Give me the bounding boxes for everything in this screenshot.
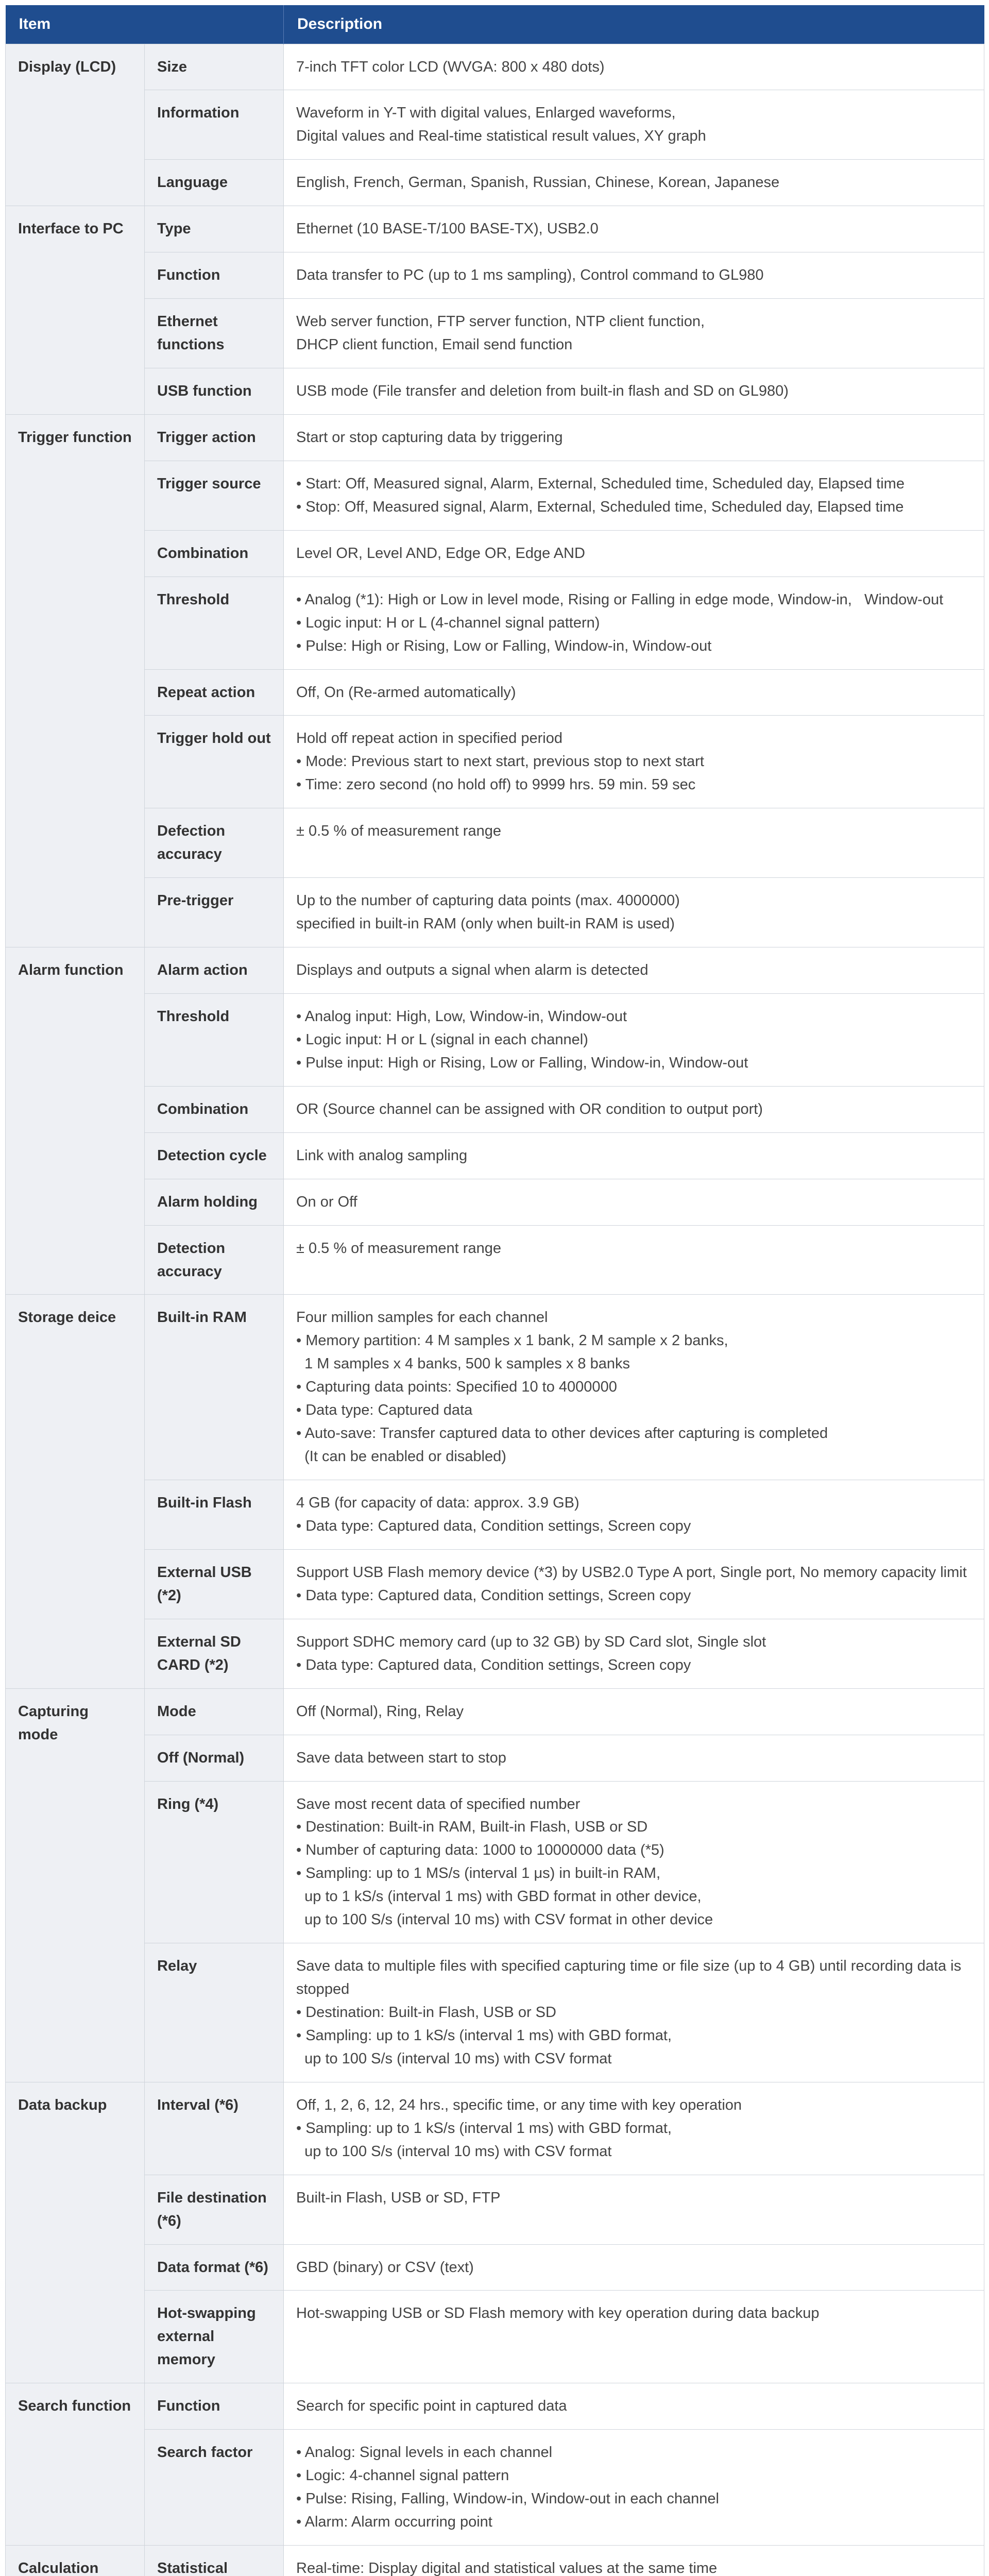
table-row xyxy=(6,160,984,206)
row-subitem: Information xyxy=(145,90,284,160)
row-subitem: Search factor xyxy=(145,2430,284,2546)
row-subitem: External SD CARD (*2) xyxy=(145,1619,284,1688)
table-row xyxy=(6,1295,984,1480)
table-row xyxy=(6,2082,984,2175)
row-description xyxy=(284,1735,984,1781)
row-subitem: Trigger source xyxy=(145,461,284,530)
description-line: Support USB Flash memory device (*3) by USB2.0 Type A port, Single port, No memory capacity limit xyxy=(296,1564,967,1581)
row-category: Storage deice xyxy=(6,1295,145,1688)
table-row xyxy=(6,44,984,90)
description-line: 7-inch TFT color LCD (WVGA: 800 x 480 dots) xyxy=(296,58,605,75)
description-line: • Pulse input: High or Rising, Low or Falling, Window-in, Window-out xyxy=(296,1054,748,1071)
row-category: Data backup xyxy=(6,2082,145,2383)
table-row xyxy=(6,1735,984,1781)
specification-table xyxy=(5,5,984,2576)
description-line: Off (Normal), Ring, Relay xyxy=(296,1703,464,1720)
table-row xyxy=(6,2383,984,2430)
description-line: • Number of capturing data: 1000 to 10000000 data (*5) xyxy=(296,1842,664,1859)
row-subitem: Alarm holding xyxy=(145,1179,284,1225)
row-description xyxy=(284,160,984,206)
table-row xyxy=(6,993,984,1086)
row-description xyxy=(284,993,984,1086)
description-line: Four million samples for each channel xyxy=(296,1309,548,1326)
row-subitem: Type xyxy=(145,206,284,252)
description-line: • Sampling: up to 1 kS/s (interval 1 ms) with GBD format, xyxy=(296,2027,672,2044)
row-subitem: Data format (*6) xyxy=(145,2244,284,2291)
description-line: Digital values and Real-time statistical result values, XY graph xyxy=(296,128,706,145)
table-row xyxy=(6,1688,984,1735)
description-line: • Mode: Previous start to next start, previous stop to next start xyxy=(296,753,704,770)
row-subitem: Hot-swapping external memory xyxy=(145,2291,284,2383)
description-line: Off, 1, 2, 6, 12, 24 hrs., specific time, or any time with key operation xyxy=(296,2096,742,2113)
description-line: Data transfer to PC (up to 1 ms sampling), Control command to GL980 xyxy=(296,267,764,284)
row-description xyxy=(284,808,984,878)
row-subitem: Built-in RAM xyxy=(145,1295,284,1480)
description-line: 1 M samples x 4 banks, 500 k samples x 8 banks xyxy=(296,1355,630,1372)
description-line: Up to the number of capturing data points (max. 4000000) xyxy=(296,892,680,909)
description-line: • Start: Off, Measured signal, Alarm, External, Scheduled time, Scheduled day, Elapsed time xyxy=(296,475,905,492)
row-subitem: Combination xyxy=(145,1086,284,1132)
row-description xyxy=(284,947,984,994)
row-description xyxy=(284,461,984,530)
row-description xyxy=(284,206,984,252)
row-description xyxy=(284,1480,984,1550)
description-line: • Data type: Captured data, Condition settings, Screen copy xyxy=(296,1517,691,1534)
description-line: On or Off xyxy=(296,1193,357,1210)
row-category: Display (LCD) xyxy=(6,44,145,206)
row-subitem: Combination xyxy=(145,530,284,577)
description-line: Waveform in Y-T with digital values, Enlarged waveforms, xyxy=(296,105,676,122)
row-description xyxy=(284,414,984,461)
table-row xyxy=(6,1179,984,1225)
table-body xyxy=(6,44,984,2576)
description-line: Hot-swapping USB or SD Flash memory with key operation during data backup xyxy=(296,2305,820,2322)
row-description xyxy=(284,1943,984,2082)
row-description xyxy=(284,2175,984,2244)
row-subitem: Function xyxy=(145,2383,284,2430)
row-subitem: Threshold xyxy=(145,993,284,1086)
description-line: OR (Source channel can be assigned with OR condition to output port) xyxy=(296,1100,763,1117)
table-row xyxy=(6,1549,984,1619)
description-line: Hold off repeat action in specified period xyxy=(296,730,562,747)
description-line: • Data type: Captured data, Condition settings, Screen copy xyxy=(296,1587,691,1604)
row-subitem: External USB (*2) xyxy=(145,1549,284,1619)
row-subitem: Statistical xyxy=(145,2545,284,2576)
table-header-row xyxy=(6,5,984,44)
description-line: • Analog: Signal levels in each channel xyxy=(296,2444,553,2461)
row-description xyxy=(284,878,984,947)
row-description xyxy=(284,2383,984,2430)
row-description xyxy=(284,1295,984,1480)
table-row xyxy=(6,669,984,716)
row-description xyxy=(284,1086,984,1132)
row-subitem: USB function xyxy=(145,368,284,415)
table-row xyxy=(6,878,984,947)
row-category: Trigger function xyxy=(6,414,145,947)
row-description xyxy=(284,299,984,368)
row-subitem: Ethernet functions xyxy=(145,299,284,368)
description-line: Save most recent data of specified number xyxy=(296,1795,581,1812)
description-line: • Analog (*1): High or Low in level mode, Rising or Falling in edge mode, Window-in, Window-out xyxy=(296,591,944,608)
row-description xyxy=(284,2291,984,2383)
row-description xyxy=(284,2244,984,2291)
table-row xyxy=(6,90,984,160)
description-line: Support SDHC memory card (up to 32 GB) by SD Card slot, Single slot xyxy=(296,1633,766,1650)
description-line: Displays and outputs a signal when alarm is detected xyxy=(296,962,649,978)
table-row xyxy=(6,2175,984,2244)
row-description xyxy=(284,368,984,415)
table-row xyxy=(6,368,984,415)
table-row xyxy=(6,1943,984,2082)
row-description xyxy=(284,716,984,808)
description-line: • Capturing data points: Specified 10 to 4000000 xyxy=(296,1379,617,1396)
description-line: • Analog input: High, Low, Window-in, Window-out xyxy=(296,1008,627,1025)
table-row xyxy=(6,1086,984,1132)
table-row xyxy=(6,1619,984,1688)
row-subitem: Interval (*6) xyxy=(145,2082,284,2175)
description-line: • Data type: Captured data xyxy=(296,1402,473,1419)
description-line: Link with analog sampling xyxy=(296,1147,468,1164)
row-description xyxy=(284,2082,984,2175)
row-description xyxy=(284,2430,984,2546)
description-line: • Logic: 4-channel signal pattern xyxy=(296,2467,509,2484)
description-line: ± 0.5 % of measurement range xyxy=(296,823,501,840)
table-row xyxy=(6,1132,984,1179)
header-description: Description xyxy=(284,5,984,44)
row-subitem: Size xyxy=(145,44,284,90)
description-line: Start or stop capturing data by triggering xyxy=(296,429,563,446)
description-line: specified in built-in RAM (only when built-in RAM is used) xyxy=(296,916,675,933)
description-line: English, French, German, Spanish, Russian, Chinese, Korean, Japanese xyxy=(296,174,780,191)
description-line: • Logic input: H or L (signal in each channel) xyxy=(296,1031,588,1048)
description-line: (It can be enabled or disabled) xyxy=(296,1448,506,1465)
row-subitem: Pre-trigger xyxy=(145,878,284,947)
description-line: • Sampling: up to 1 kS/s (interval 1 ms) with GBD format, xyxy=(296,2120,672,2137)
description-line: Ethernet (10 BASE-T/100 BASE-TX), USB2.0 xyxy=(296,221,599,238)
row-subitem: Language xyxy=(145,160,284,206)
table-row xyxy=(6,299,984,368)
description-line: • Alarm: Alarm occurring point xyxy=(296,2514,492,2530)
row-description xyxy=(284,90,984,160)
row-category: Calculation xyxy=(6,2545,145,2576)
description-line: • Data type: Captured data, Condition settings, Screen copy xyxy=(296,1656,691,1673)
description-line: 4 GB (for capacity of data: approx. 3.9 GB) xyxy=(296,1495,579,1511)
description-line: ± 0.5 % of measurement range xyxy=(296,1240,501,1257)
description-line: up to 100 S/s (interval 10 ms) with CSV format xyxy=(296,2050,612,2067)
row-subitem: Alarm action xyxy=(145,947,284,994)
table-row xyxy=(6,252,984,299)
description-line: • Auto-save: Transfer captured data to other devices after capturing is completed xyxy=(296,1425,828,1442)
description-line: • Sampling: up to 1 MS/s (interval 1 μs) in built-in RAM, xyxy=(296,1865,661,1882)
table-row xyxy=(6,947,984,994)
row-description xyxy=(284,1179,984,1225)
row-subitem: Relay xyxy=(145,1943,284,2082)
table-row xyxy=(6,2430,984,2546)
row-category: Search function xyxy=(6,2383,145,2546)
row-description xyxy=(284,1132,984,1179)
row-description xyxy=(284,1549,984,1619)
row-subitem: Detection accuracy xyxy=(145,1225,284,1295)
table-row xyxy=(6,577,984,669)
description-line: • Pulse: Rising, Falling, Window-in, Window-out in each channel xyxy=(296,2490,719,2507)
header-item: Item xyxy=(6,5,284,44)
row-description xyxy=(284,2545,984,2576)
spec-sheet xyxy=(5,0,984,2576)
table-row xyxy=(6,2545,984,2576)
row-description xyxy=(284,1225,984,1295)
row-description xyxy=(284,530,984,577)
description-line: Search for specific point in captured data xyxy=(296,2398,567,2415)
table-row xyxy=(6,461,984,530)
description-line: • Time: zero second (no hold off) to 9999 hrs. 59 min. 59 sec xyxy=(296,776,696,793)
table-row xyxy=(6,808,984,878)
table-row xyxy=(6,716,984,808)
row-subitem: Trigger action xyxy=(145,414,284,461)
row-category: Capturing mode xyxy=(6,1688,145,2082)
table-row xyxy=(6,530,984,577)
description-line: DHCP client function, Email send function xyxy=(296,336,573,353)
row-subitem: Ring (*4) xyxy=(145,1781,284,1943)
row-subitem: Trigger hold out xyxy=(145,716,284,808)
row-subitem: Function xyxy=(145,252,284,299)
description-line: • Pulse: High or Rising, Low or Falling, Window-in, Window-out xyxy=(296,637,712,654)
row-subitem: Repeat action xyxy=(145,669,284,716)
row-category: Alarm function xyxy=(6,947,145,1295)
row-description xyxy=(284,577,984,669)
row-subitem: Defection accuracy xyxy=(145,808,284,878)
description-line: • Destination: Built-in RAM, Built-in Flash, USB or SD xyxy=(296,1819,648,1836)
row-description xyxy=(284,1781,984,1943)
table-row xyxy=(6,2244,984,2291)
description-line: • Destination: Built-in Flash, USB or SD xyxy=(296,2004,556,2021)
description-line: Save data between start to stop xyxy=(296,1749,506,1766)
row-subitem: Off (Normal) xyxy=(145,1735,284,1781)
row-category: Interface to PC xyxy=(6,206,145,415)
table-row xyxy=(6,1480,984,1550)
description-line: GBD (binary) or CSV (text) xyxy=(296,2259,474,2276)
row-subitem: Mode xyxy=(145,1688,284,1735)
description-line: up to 100 S/s (interval 10 ms) with CSV format in other device xyxy=(296,1911,713,1928)
description-line: up to 100 S/s (interval 10 ms) with CSV format xyxy=(296,2143,612,2160)
description-line: Built-in Flash, USB or SD, FTP xyxy=(296,2189,501,2206)
row-subitem: Detection cycle xyxy=(145,1132,284,1179)
description-line: • Stop: Off, Measured signal, Alarm, External, Scheduled time, Scheduled day, Elapsed time xyxy=(296,498,904,515)
table-row xyxy=(6,2291,984,2383)
table-row xyxy=(6,414,984,461)
description-line: Real-time: Display digital and statistical values at the same time xyxy=(296,2560,718,2576)
description-line: Web server function, FTP server function, NTP client function, xyxy=(296,313,705,330)
description-line: Save data to multiple files with specified capturing time or file size (up to 4 GB) until recording data is stopped xyxy=(296,1958,966,1998)
row-subitem: Built-in Flash xyxy=(145,1480,284,1550)
row-subitem: File destination (*6) xyxy=(145,2175,284,2244)
row-description xyxy=(284,669,984,716)
table-row xyxy=(6,1225,984,1295)
table-row xyxy=(6,206,984,252)
description-line: • Memory partition: 4 M samples x 1 bank, 2 M sample x 2 banks, xyxy=(296,1332,728,1349)
row-description xyxy=(284,1688,984,1735)
description-line: USB mode (File transfer and deletion from built-in flash and SD on GL980) xyxy=(296,383,789,399)
row-description xyxy=(284,44,984,90)
row-subitem: Threshold xyxy=(145,577,284,669)
row-description xyxy=(284,1619,984,1688)
description-line: Level OR, Level AND, Edge OR, Edge AND xyxy=(296,545,585,562)
row-description xyxy=(284,252,984,299)
description-line: Off, On (Re-armed automatically) xyxy=(296,684,516,701)
description-line: up to 1 kS/s (interval 1 ms) with GBD format in other device, xyxy=(296,1888,702,1905)
table-row xyxy=(6,1781,984,1943)
description-line: • Logic input: H or L (4-channel signal pattern) xyxy=(296,614,600,631)
